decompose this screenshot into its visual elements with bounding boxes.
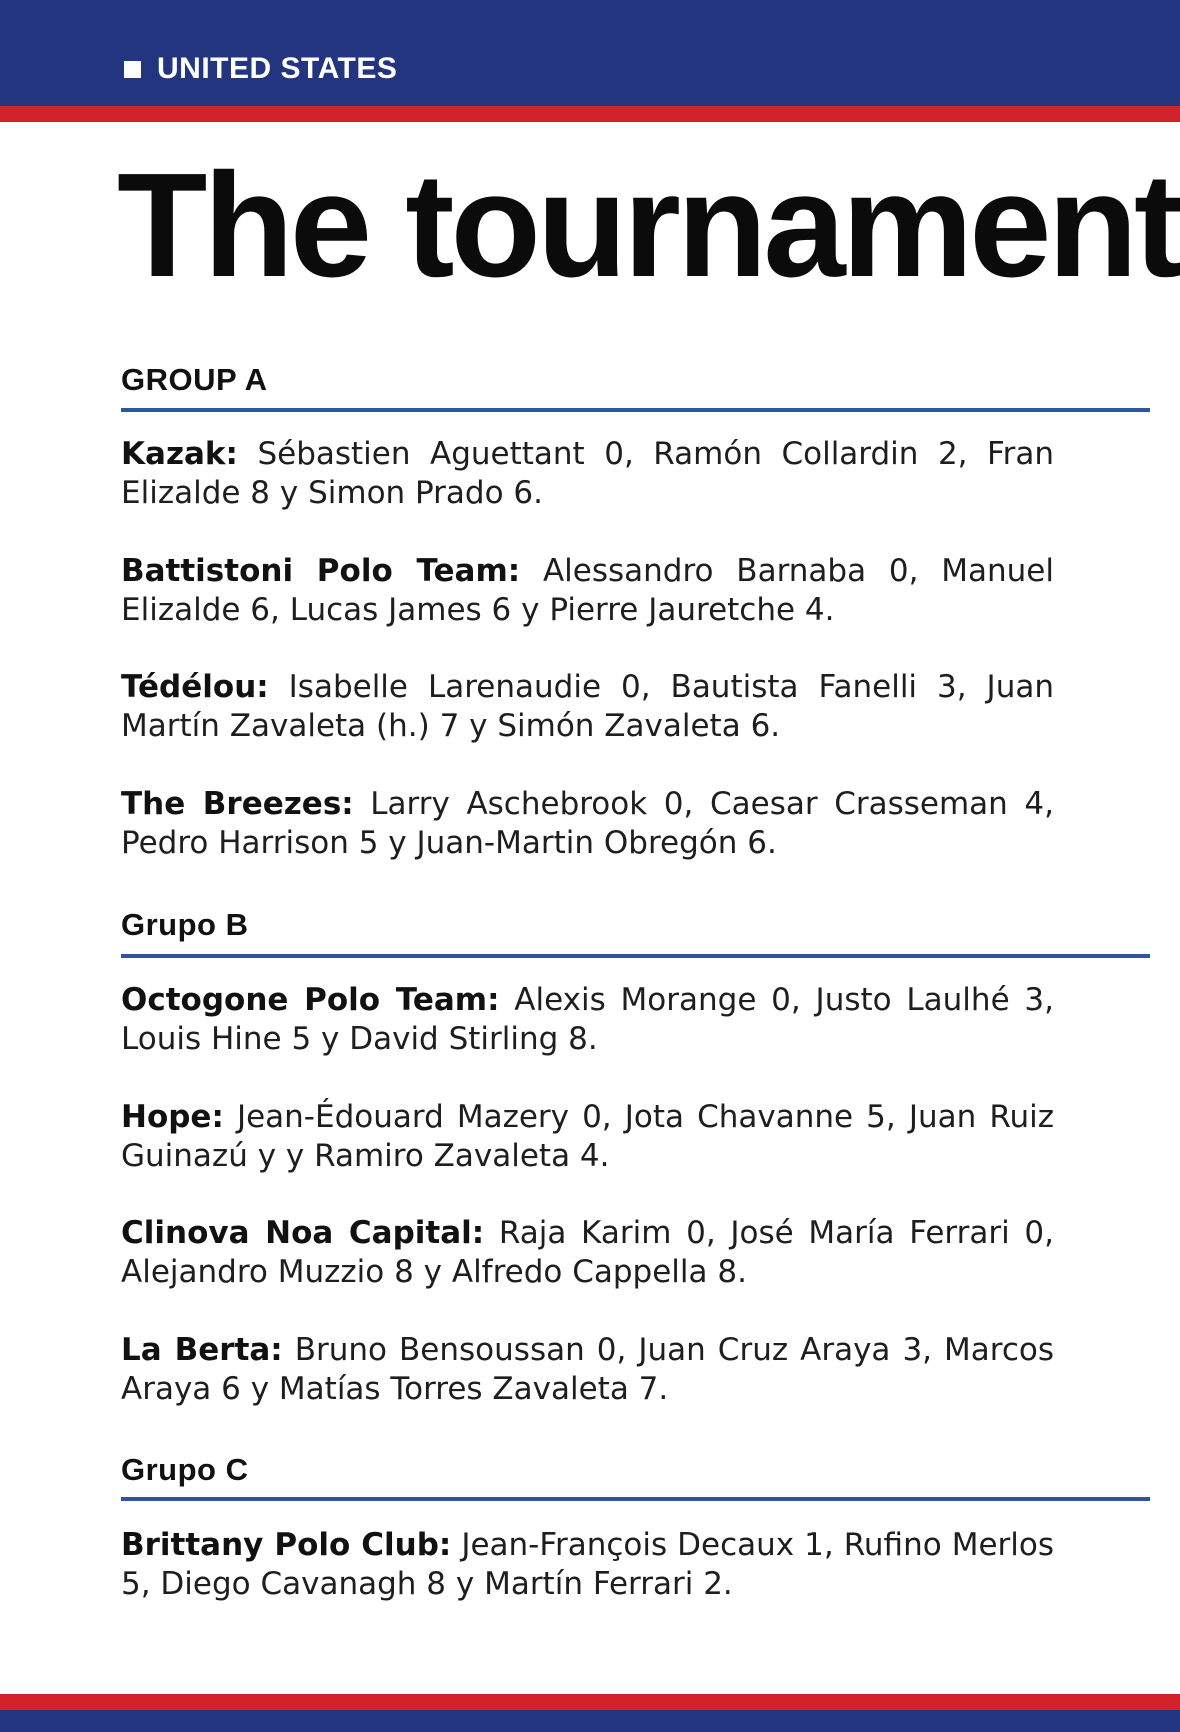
team-name: Brittany Polo Club: (121, 1527, 452, 1563)
team-players: Alexis Morange 0, Justo Laulhé 3, Louis Hine 5 y David Stirling 8. (121, 982, 1055, 1057)
group-a-heading: GROUP A (121, 362, 268, 397)
team-name: Kazak: (121, 436, 238, 472)
header-red-stripe (0, 106, 1180, 122)
team-players: Sébastien Aguettant 0, Ramón Collardin 2, Fran Elizalde 8 y Simon Prado 6. (121, 436, 1054, 511)
team-entry (121, 1214, 1054, 1292)
team-entry (121, 1331, 1054, 1409)
team-name: Tédélou: (121, 669, 269, 705)
group-a-divider (121, 408, 1150, 412)
team-entry (121, 1098, 1054, 1176)
team-players: Jean-François Decaux 1, Rufino Merlos 5, Diego Cavanagh 8 y Martín Ferrari 2. (121, 1527, 1055, 1602)
footer-band (0, 1710, 1180, 1732)
team-name: Clinova Noa Capital: (121, 1215, 485, 1251)
group-b-divider (121, 954, 1150, 958)
page-title: The tournament (117, 143, 1180, 308)
team-players: Isabelle Larenaudie 0, Bautista Fanelli 3, Juan Martín Zavaleta (h.) 7 y Simón Zavaleta 6. (121, 669, 1054, 744)
team-entry (121, 552, 1054, 630)
team-players: Raja Karim 0, José María Ferrari 0, Alejandro Muzzio 8 y Alfredo Cappella 8. (121, 1215, 1054, 1290)
footer-red-stripe (0, 1694, 1180, 1710)
team-entry (121, 785, 1054, 863)
team-players: Jean-Édouard Mazery 0, Jota Chavanne 5, Juan Ruiz Guinazú y y Ramiro Zavaleta 4. (121, 1099, 1055, 1174)
group-b-heading: Grupo B (121, 907, 249, 942)
team-name: Hope: (121, 1099, 224, 1135)
country-label (124, 52, 397, 86)
team-entry (121, 1526, 1054, 1604)
team-entry (121, 981, 1054, 1059)
group-c-divider (121, 1497, 1150, 1501)
team-entry (121, 668, 1054, 746)
team-entry (121, 435, 1054, 513)
team-players: Bruno Bensoussan 0, Juan Cruz Araya 3, Marcos Araya 6 y Matías Torres Zavaleta 7. (121, 1332, 1055, 1407)
team-name: Battistoni Polo Team: (121, 553, 521, 589)
country-text: UNITED STATES (157, 52, 398, 85)
team-name: La Berta: (121, 1332, 283, 1368)
team-name: The Breezes: (121, 786, 354, 822)
team-name: Octogone Polo Team: (121, 982, 500, 1018)
group-c-heading: Grupo C (121, 1452, 249, 1487)
team-players: Larry Aschebrook 0, Caesar Crasseman 4, Pedro Harrison 5 y Juan-Martin Obregón 6. (121, 786, 1054, 861)
square-bullet-icon (124, 61, 141, 78)
team-players: Alessandro Barnaba 0, Manuel Elizalde 6, Lucas James 6 y Pierre Jauretche 4. (121, 553, 1054, 628)
